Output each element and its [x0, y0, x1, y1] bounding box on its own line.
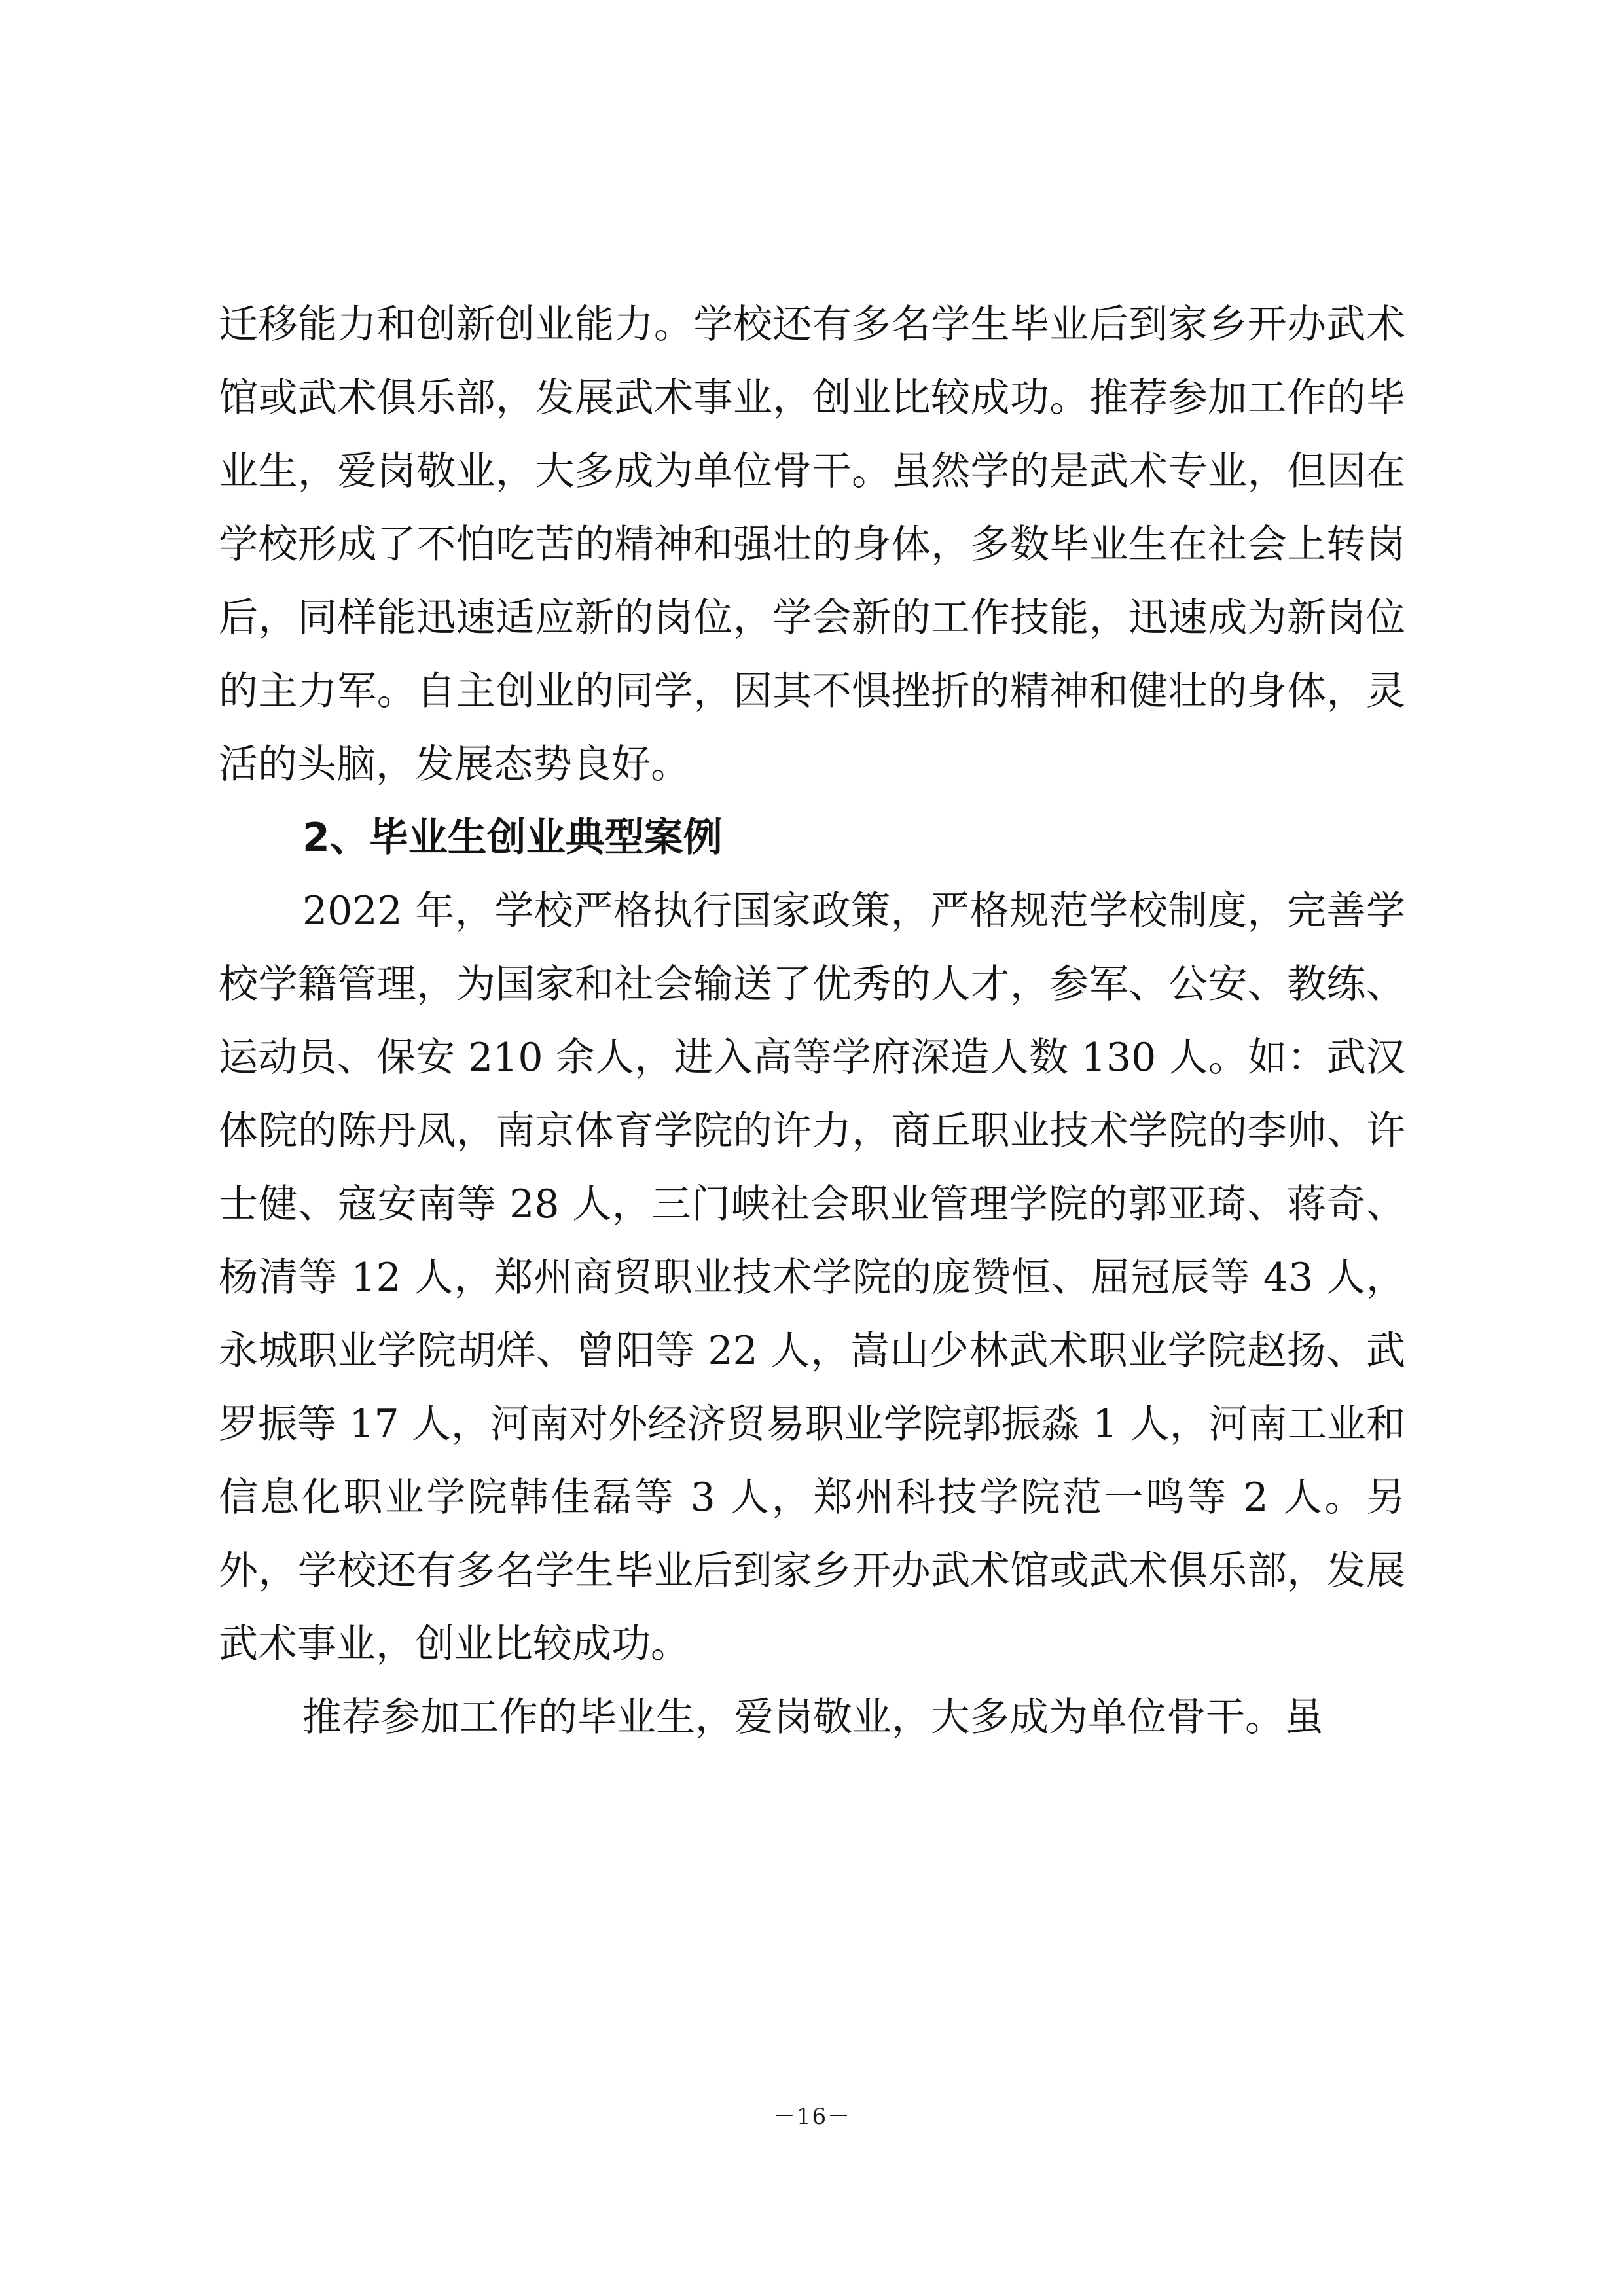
- paragraph-graduate-cases: 2022 年，学校严格执行国家政策，严格规范学校制度，完善学校学籍管理，为国家和社会输送了优秀的人才，参军、公安、教练、运动员、保安 210 余人，进入高等学府深造人数 130 人。如：武汉体院的陈丹凤，南京体育学院的许力，商丘职业技术学院的李帅、许士健、寇安南等 28 人，三门峡社会职业管理学院的郭亚琦、蒋奇、杨清等 12 人，郑州商贸职业技术学院的庞赞恒、屈冠辰等 43 人，永城职业学院胡烊、曾阳等 22 人，嵩山少林武术职业学院赵扬、武罗振等 17 人，河南对外经济贸易职业学院郭振淼 1 人，河南工业和信息化职业学院韩佳磊等 3 人，郑州科技学院范一鸣等 2 人。另外，学校还有多名学生毕业后到家乡开办武术馆或武术俱乐部，发展武术事业，创业比较成功。: [219, 888, 1405, 1667]
- paragraph-continuation: 迁移能力和创新创业能力。学校还有多名学生毕业后到家乡开办武术馆或武术俱乐部，发展武术事业，创业比较成功。推荐参加工作的毕业生，爱岗敬业，大多成为单位骨干。虽然学的是武术专业，但因在学校形成了不怕吃苦的精神和强壮的身体，多数毕业生在社会上转岗后，同样能迅速适应新的岗位，学会新的工作技能，迅速成为新岗位的主力军。自主创业的同学，因其不惧挫折的精神和健壮的身体，灵活的头脑，发展态势良好。: [219, 302, 1405, 787]
- paragraph-employment: 推荐参加工作的毕业生，爱岗敬业，大多成为单位骨干。虽: [302, 1695, 1324, 1740]
- page-number: －16－: [772, 2104, 852, 2130]
- section-heading: 2、毕业生创业典型案例: [302, 815, 723, 861]
- body-text: [219, 288, 1405, 1754]
